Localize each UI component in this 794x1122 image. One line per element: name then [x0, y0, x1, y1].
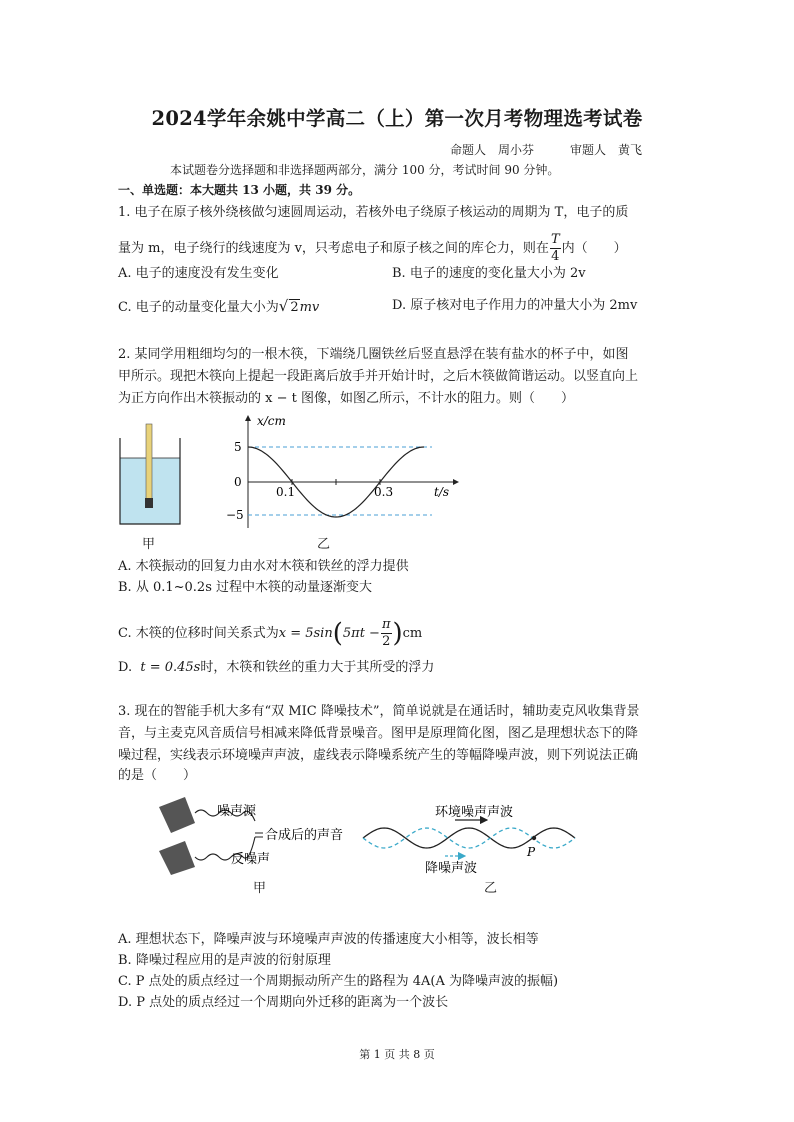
q2-option-a: A. 木筷振动的回复力由水对木筷和铁丝的浮力提供: [118, 559, 409, 574]
cup-diagram: [112, 420, 192, 532]
x-tick-03-label: 0.3: [374, 485, 394, 499]
q3-option-c: C. P 点处的质点经过一个周期振动所产生的路程为 4A(A 为降噪声波的振幅): [118, 974, 559, 989]
point-p-label: P: [527, 845, 536, 859]
env-wave-label: 环境噪声声波: [435, 805, 514, 820]
noise-source-label: 噪声源: [217, 804, 257, 819]
speaker-bottom-icon: [159, 841, 195, 875]
q1-stem-line1: 1. 电子在原子核外绕核做匀速圆周运动，若核外电子绕原子核运动的周期为 T，电子的质: [118, 205, 629, 220]
q1-option-c-text: C. 电子的动量变化量大小为: [118, 300, 279, 315]
y-tick-0: 0: [234, 475, 242, 489]
q2-frac-den: 2: [382, 634, 391, 649]
q3-option-b: B. 降噪过程应用的是声波的衍射原理: [118, 953, 331, 968]
q1-option-c-mv: mv: [299, 300, 320, 315]
q3-stem-line1: 3. 现在的智能手机大多有“双 MIC 降噪技术”，简单说就是在通话时，辅助麦克风收集背景: [118, 704, 640, 719]
section-heading: 一、单选题：本大题共 13 小题，共 39 分。: [118, 183, 361, 197]
q1-frac-den: 4: [551, 249, 560, 264]
reduce-wave-label: 降噪声波: [425, 861, 478, 876]
q1-option-c-sqrt: 2: [290, 300, 299, 315]
q2-option-c-eq: x = 5sin: [278, 626, 333, 641]
q1-option-a: A. 电子的速度没有发生变化: [118, 266, 279, 281]
q3-option-d: D. P 点处的质点经过一个周期向外迁移的距离为一个波长: [118, 995, 449, 1010]
wave-diagram: [355, 798, 585, 878]
x-tick-01-label: 0.1: [276, 485, 296, 499]
x-axis-label: t/s: [434, 485, 450, 499]
q2-option-c-unit: cm: [402, 626, 423, 641]
page-title: 2024学年余姚中学高二（上）第一次月考物理选考试卷: [151, 107, 643, 130]
anti-noise-label: 反噪声: [231, 852, 271, 867]
q2-option-d: [118, 658, 434, 678]
intro-text: 本试题卷分选择题和非选择题两部分，满分 100 分，考试时间 90 分钟。: [170, 163, 560, 177]
q2-stem-line1: 2. 某同学用粗细均匀的一根木筷，下端绕几圈铁丝后竖直悬浮在装有盐水的杯子中，如图: [118, 347, 629, 362]
chopstick: [146, 424, 152, 502]
q3-option-a: A. 理想状态下，降噪声波与环境噪声声波的传播速度大小相等，波长相等: [118, 932, 539, 947]
figure-yi-label: 乙: [317, 537, 331, 552]
q2-option-c: C. 木筷的位移时间关系式为x = 5sin(5πt − $\frac{\pi}{2}$ )cm: [118, 617, 423, 649]
q2-option-c-frac: [381, 617, 392, 650]
q2-option-d-eq: t = 0.45s: [140, 660, 201, 675]
q2-stem-line2: 甲所示。现把木筷向上提起一段距离后放手并开始计时，之后木筷做简谐运动。以竖直向上: [118, 369, 639, 384]
q3-stem-line4: 的是（ ）: [118, 768, 197, 783]
q1-fraction: [550, 232, 561, 265]
q2-frac-num: π: [381, 617, 391, 632]
point-p: [532, 836, 536, 840]
authors: 命题人 周小芬 审题人 黄飞: [450, 143, 643, 157]
combined-sound-label: 合成后的声音: [265, 828, 344, 843]
q3-stem-line2: 音，与主麦克风音质信号相减来降低背景噪音。图甲是原理简化图，图乙是理想状态下的降: [118, 726, 639, 741]
figure3-jia-label: 甲: [253, 881, 267, 896]
q2-option-c-text: C. 木筷的位移时间关系式为: [118, 626, 279, 641]
q1-option-d: D. 原子核对电子作用力的冲量大小为 2mv: [392, 298, 638, 313]
q2-option-b: B. 从 0.1~0.2s 过程中木筷的动量逐渐变大: [118, 580, 372, 595]
noise-diagram: [155, 795, 365, 875]
q2-option-d-text: 时，木筷和铁丝的重力大于其所受的浮力: [200, 660, 435, 675]
q2-stem-line3: 为正方向作出木筷振动的 x − t 图像，如图乙所示，不计水的阻力。则（ ）: [118, 391, 574, 406]
figure-jia-label: 甲: [142, 537, 156, 552]
y-axis-label: x/cm: [257, 414, 286, 428]
q1-stem-line2: [118, 232, 627, 265]
y-tick-5: 5: [234, 440, 242, 454]
q1-stem-text: 量为 m，电子绕行的线速度为 v，只考虑电子和原子核之间的库仑力，则在: [118, 241, 549, 256]
speaker-top-icon: [159, 797, 195, 833]
q2-option-c-inner: 5πt −: [342, 626, 380, 641]
q1-frac-num: T: [550, 232, 560, 247]
q1-option-c: C. 电子的动量变化量大小为√ 2mv: [118, 297, 320, 315]
iron-wire: [145, 498, 153, 508]
q1-option-b: B. 电子的速度的变化量大小为 2v: [392, 266, 586, 281]
y-tick-neg5: −5: [226, 508, 244, 522]
q3-stem-line3: 噪过程，实线表示环境噪声声波，虚线表示降噪系统产生的等幅降噪声波，则下列说法正确: [118, 748, 639, 763]
q1-stem-end: 内（ ）: [561, 241, 627, 256]
q2-option-d-letter: D.: [118, 660, 133, 675]
xt-graph: [222, 410, 462, 530]
page-footer: 第 1 页 共 8 页: [359, 1048, 435, 1061]
figure3-yi-label: 乙: [484, 881, 498, 896]
